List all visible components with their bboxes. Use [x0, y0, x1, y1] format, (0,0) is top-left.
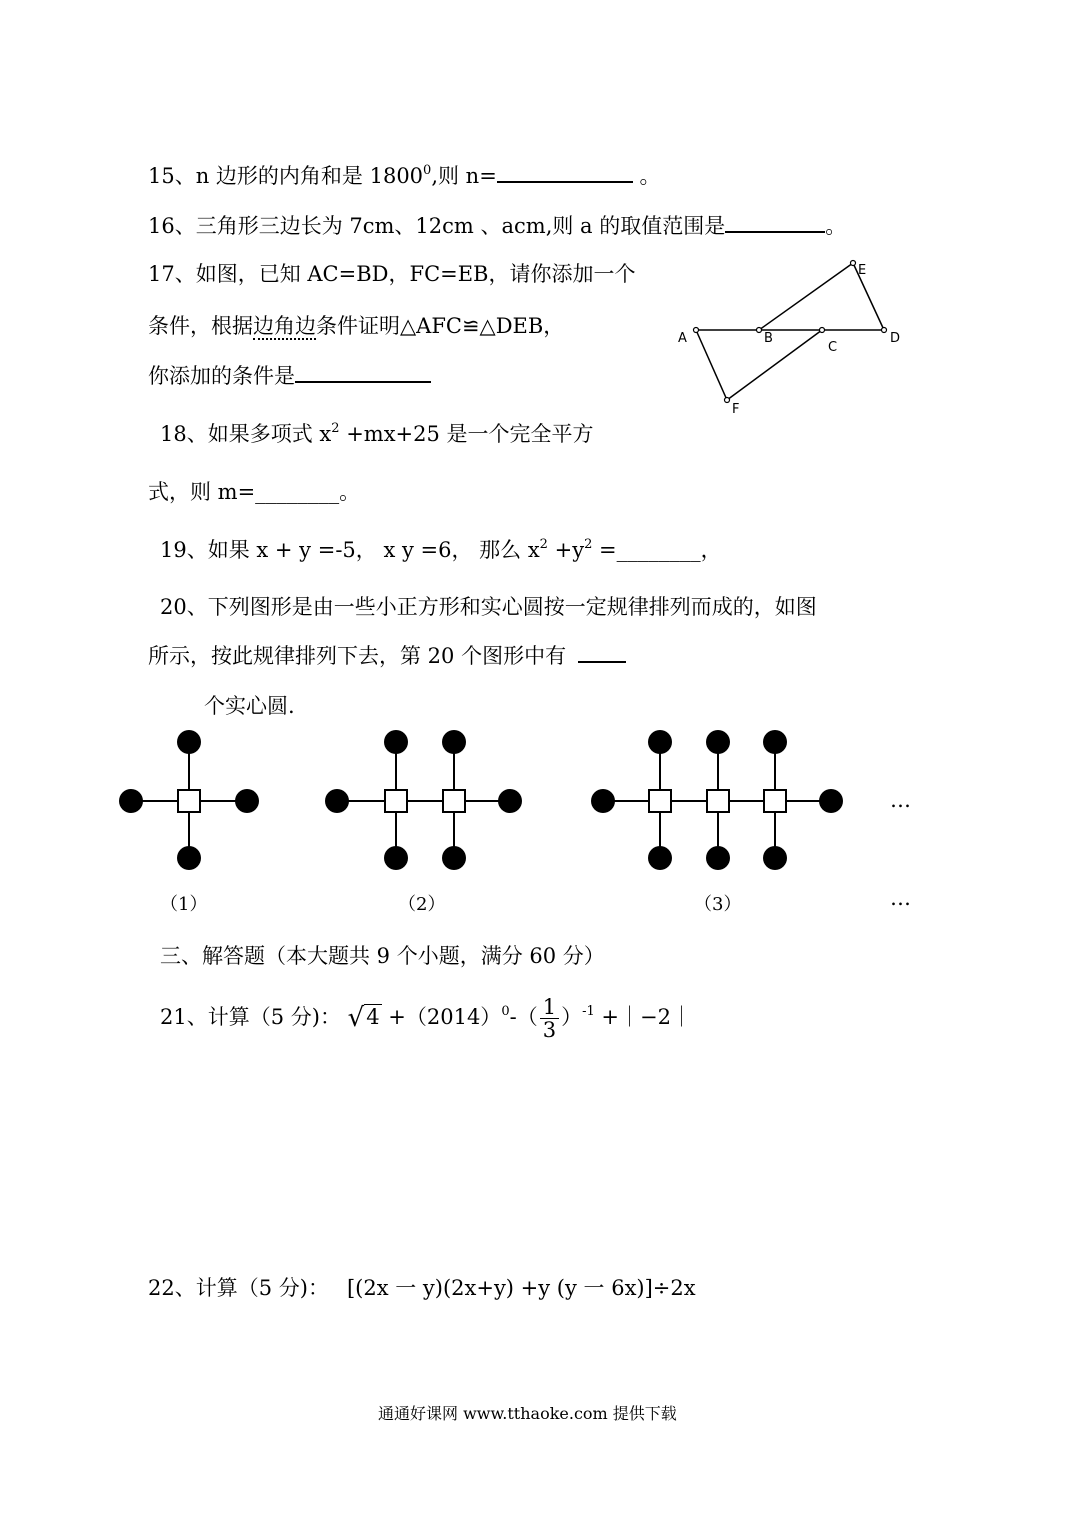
question-17-line1: 17、如图，已知 AC=BD，FC=EB，请你添加一个: [148, 262, 636, 286]
q19-text: 19、如果 x + y =-5， x y =6， 那么 x: [160, 538, 540, 562]
label-f: F: [732, 402, 740, 417]
label-e: E: [858, 263, 867, 278]
q19-text-end: =________，: [592, 538, 722, 562]
fraction: [540, 996, 559, 1041]
square: [178, 790, 200, 812]
q19-superscript-1: 2: [539, 537, 548, 552]
pattern-figure-1: [116, 730, 266, 870]
square: [764, 790, 786, 812]
point-a: [694, 328, 699, 333]
caption-3: （3）: [694, 894, 742, 915]
caption-1: （1）: [160, 894, 208, 915]
fraction-numerator: 1: [540, 996, 559, 1019]
question-15: [148, 163, 661, 188]
q16-answer-blank[interactable]: [725, 231, 825, 233]
q21-exponent-zero: 0: [501, 1004, 510, 1020]
sqrt-icon: √: [347, 1003, 365, 1034]
pattern-figure-3: [588, 730, 848, 870]
q16-text-end: 。: [825, 214, 847, 238]
caption-ellipsis: …: [890, 886, 911, 910]
q18-text: 18、如果多项式 x: [160, 422, 332, 446]
q21-text: +（2014）: [381, 1005, 502, 1030]
q17-text-end: 条件证明△AFC≌△DEB，: [316, 314, 565, 338]
point-b: [757, 328, 762, 333]
question-18-line1: [160, 421, 594, 446]
q17-emphasis: 边角边: [253, 314, 316, 338]
footer: 通通好课网 www.tthaoke.com 提供下载: [378, 1404, 677, 1423]
q21-label: 21、计算（5 分)：: [160, 1005, 341, 1030]
solid-circle: [498, 789, 522, 813]
question-17-line2: [148, 316, 564, 337]
q21-minus: -（: [509, 1005, 538, 1030]
pattern-ellipsis: …: [890, 788, 911, 812]
solid-circle: [763, 730, 787, 754]
question-22: [148, 1278, 696, 1299]
q16-text: 16、三角形三边长为 7cm、12cm 、acm,则 a 的取值范围是: [148, 214, 726, 238]
solid-circle: [591, 789, 615, 813]
solid-circle: [763, 846, 787, 870]
square: [707, 790, 729, 812]
square: [385, 790, 407, 812]
question-20-line2: [148, 646, 626, 667]
question-17-line3: [148, 366, 431, 387]
question-18-line2: 式，则 m=________。: [148, 480, 361, 504]
square: [443, 790, 465, 812]
q21-tail: +｜−2｜: [594, 1005, 692, 1030]
pattern-figure-2: [322, 730, 532, 870]
solid-circle: [819, 789, 843, 813]
q19-text-mid: +y: [547, 538, 585, 562]
q20-answer-blank[interactable]: [578, 661, 626, 663]
label-d: D: [890, 331, 901, 346]
q21-exponent-neg: -1: [582, 1004, 595, 1020]
solid-circle: [119, 789, 143, 813]
solid-circle: [706, 730, 730, 754]
solid-circle: [384, 846, 408, 870]
solid-circle: [442, 846, 466, 870]
q18-superscript: 2: [331, 421, 340, 436]
solid-circle: [442, 730, 466, 754]
q15-text: 15、n 边形的内角和是 1800: [148, 164, 424, 188]
q18-text-end: +mx+25 是一个完全平方: [339, 422, 594, 446]
point-f: [725, 398, 730, 403]
q17-answer-blank[interactable]: [295, 381, 431, 383]
segment-af: [696, 330, 727, 400]
segment-be: [759, 263, 853, 330]
solid-circle: [384, 730, 408, 754]
triangle-figure: [680, 255, 940, 415]
solid-circle: [177, 730, 201, 754]
question-20-line3: 个实心圆.: [204, 694, 295, 718]
solid-circle: [177, 846, 201, 870]
question-20-line1: 20、下列图形是由一些小正方形和实心圆按一定规律排列而成的，如图: [160, 595, 817, 619]
solid-circle: [648, 846, 672, 870]
q15-text-end: 。: [632, 164, 661, 188]
point-c: [820, 328, 825, 333]
sqrt-expression: [347, 1003, 382, 1034]
question-21: [160, 996, 692, 1041]
question-19: [160, 537, 722, 562]
label-c: C: [828, 340, 838, 355]
fraction-denominator: 3: [542, 1018, 557, 1043]
q15-text-mid: ,则 n=: [431, 164, 497, 188]
label-a: A: [678, 331, 687, 346]
solid-circle: [325, 789, 349, 813]
q17-prompt: 你添加的条件是: [148, 364, 295, 388]
caption-2: （2）: [398, 894, 446, 915]
point-d: [882, 328, 887, 333]
square: [649, 790, 671, 812]
point-e: [851, 261, 856, 266]
solid-circle: [235, 789, 259, 813]
solid-circle: [648, 730, 672, 754]
q22-label: 22、计算（5 分)：: [148, 1276, 329, 1300]
label-b: B: [764, 331, 773, 346]
q21-close: ）: [561, 1005, 583, 1030]
q19-superscript-2: 2: [584, 537, 593, 552]
question-16: [148, 216, 846, 237]
q17-text: 条件，根据: [148, 314, 253, 338]
section-heading: 三、解答题（本大题共 9 个小题，满分 60 分）: [160, 944, 605, 968]
q20-text: 所示，按此规律排列下去，第 20 个图形中有: [148, 644, 567, 668]
q15-superscript: 0: [423, 163, 432, 178]
sqrt-argument: 4: [366, 1005, 380, 1030]
solid-circle: [706, 846, 730, 870]
q22-expression: [(2x 一 y)(2x+y) +y (y 一 6x)]÷2x: [346, 1276, 696, 1300]
q15-answer-blank[interactable]: [497, 181, 633, 183]
segment-fc: [727, 330, 822, 400]
